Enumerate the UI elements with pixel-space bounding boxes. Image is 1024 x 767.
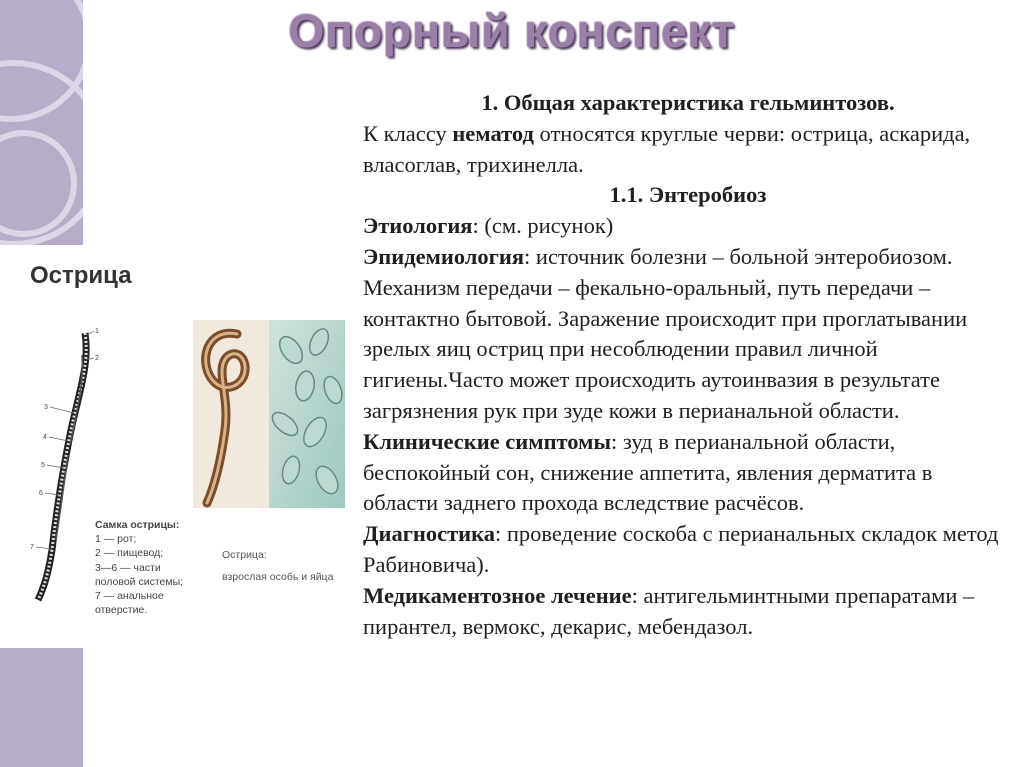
paragraph-text: относятся круглые черви: острица, аскарида, власоглав, трихинелла.: [363, 120, 971, 177]
figure-caption-line: 3—6 — части: [95, 561, 161, 574]
photo-caption-line: Острица:: [222, 549, 267, 561]
figure-number: 7: [30, 544, 34, 551]
paragraph-text: : проведение соскоба с перианальных складок метод Рабиновича).: [363, 521, 999, 577]
paragraph-text: : зуд в перианальной области, беспокойный сон, снижение аппетита, явления дерматита в области заднего прохода вследствие расчёсов.: [363, 428, 933, 516]
diagnostics-paragraph: [363, 519, 1013, 581]
figure-number: 6: [39, 490, 43, 497]
figure-heading: Острица: [30, 262, 132, 289]
figure-caption-title: Самка острицы:: [95, 519, 180, 531]
symptoms-paragraph: [363, 427, 1013, 519]
paragraph-text: : (см. рисунок): [472, 213, 614, 239]
slide-title: Опорный конспект: [288, 5, 736, 57]
subsection-heading: 1.1. Энтеробиоз: [609, 182, 767, 208]
figure-number: 1: [95, 328, 99, 335]
term-symptoms: Клинические симптомы: [363, 428, 612, 454]
lecture-notes: [363, 88, 1013, 642]
figure-number: 3: [44, 404, 48, 411]
term-treatment: Медикаментозное лечение: [363, 582, 632, 608]
paragraph-text: : антигельминтными препаратами – пирантел, вермокс, декарис, мебендазол.: [363, 582, 975, 639]
figure-caption-line: половой системы;: [95, 575, 184, 588]
figure-caption-line: 7 — анальное: [95, 590, 164, 603]
figure-caption: [95, 518, 205, 617]
figure-caption-line: отверстие.: [95, 604, 148, 617]
figure-caption-line: 1 — рот;: [95, 533, 137, 546]
pinworm-photo: [193, 320, 345, 508]
figure-caption-line: 2 — пищевод;: [95, 547, 164, 560]
figure-number: 5: [41, 462, 45, 469]
photo-caption: [222, 544, 333, 588]
term-epidemiology: Эпидемиология: [363, 243, 525, 269]
epidemiology-paragraph: [363, 242, 1013, 427]
etiology-paragraph: [363, 211, 1013, 242]
figure-number: 4: [43, 434, 47, 441]
term-nematodes: нематод: [452, 120, 534, 146]
pinworm-diagram: [30, 325, 100, 605]
photo-caption-line: взрослая особь и яйца: [222, 571, 334, 583]
section-heading: 1. Общая характеристика гельминтозов.: [481, 90, 895, 115]
paragraph-text: К классу: [363, 120, 453, 146]
paragraph-text: : источник болезни – больной энтеробиозом. Механизм передачи – фекально-оральный, путь передачи – контактно бытовой. Заражение происходит при проглатывании зрелых яиц остриц при несоблюдении правил личной гигиены.Часто может происходить аутоинвазия в результате загрязнения рук при зуде кожи в перианальной области.: [363, 243, 968, 423]
term-etiology: Этиология: [363, 213, 473, 239]
nematode-paragraph: [363, 119, 1013, 181]
term-diagnostics: Диагностика: [363, 521, 496, 547]
decorative-side-panel-bottom: [0, 648, 83, 767]
figure-number: 2: [95, 355, 99, 362]
treatment-paragraph: [363, 581, 1013, 643]
